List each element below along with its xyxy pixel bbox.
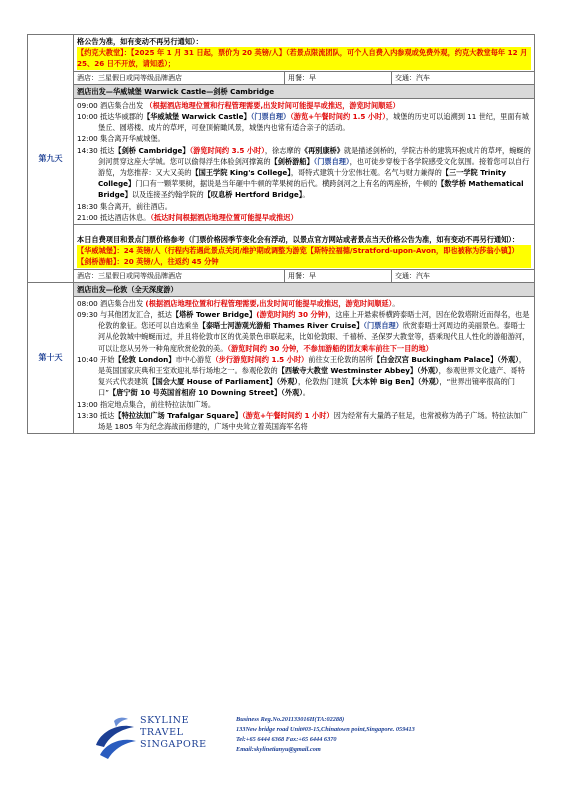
page-footer xyxy=(92,713,512,773)
company-logo xyxy=(92,713,232,765)
schedule-item: 12:00 集合离开华威城堡。 xyxy=(77,134,165,144)
self-pay-title: 本日自费项目和景点门票价格参考（门票价格因季节变化会有浮动，以景点官方网站或者景点当天价格公告为准，如有变动不再另行通知）： xyxy=(77,235,520,245)
meal-info: 用餐：早 xyxy=(285,270,392,282)
route-end: （全天深度游） xyxy=(127,284,178,294)
swirl-logo-icon xyxy=(92,715,138,763)
logo-line-1: SKYLINE xyxy=(140,715,190,726)
itinerary-page xyxy=(27,34,535,434)
price-warwick: 【华威城堡】：24 英镑/人（行程内若遇此景点关闭/维护期或调整为游览【斯特拉福德/Stratford-upon-Avon，即也被称为莎翁小镇】） xyxy=(77,245,531,256)
schedule-item: 21:00 抵达酒店休息。（抵达时间根据酒店地理位置可能提早或推迟） xyxy=(77,212,298,222)
day10-route-title xyxy=(74,282,535,296)
company-address: 133New bridge road Unit#03-15,Chinatown point,Singapore. 059413 xyxy=(236,726,415,733)
schedule-item: 14:30 抵达【剑桥 Cambridge】（游览时间约 3.5 小时），徐志摩的《再别康桥》就是描述剑桥的，学院古朴的建筑环抱成片的草坪，蜿蜒的剑河贯穿这座大学城。您可以偷得浮生体验剑河撑篙的【剑桥游船】（门票自理），也可徒步穿梭于各学院感受文化氛围。接着您可以自行游览，为您推荐：又大又美的【国王学院 King's College】，哥特式建筑十分宏伟壮观。名气与财力兼得的【三一学院 Trinity College】门口有一颗苹果树，据说是当年砸中牛顿的苹果树的后代。横跨剑河之上有名的两座桥，牛顿的【数学桥 Mathematical Bridge】以及连接圣约翰学院的【叹息桥 Hertford Bridge】。 xyxy=(77,145,531,200)
company-email[interactable]: Email:skylinetianyu@gmail.com xyxy=(236,746,321,753)
day9-self-pay xyxy=(74,225,535,270)
day9-route-title xyxy=(74,84,535,98)
route-stop: 华威城堡 Warwick Castle xyxy=(112,86,207,96)
schedule-item: 09:00 酒店集合出发 （根据酒店地理位置和行程管理需要,出发时间可能提早或推迟，游览时间顺延） xyxy=(77,100,400,110)
day9-notice xyxy=(74,35,535,72)
route-end: —剑桥 Cambridge xyxy=(206,86,275,96)
itinerary-table xyxy=(27,34,535,434)
hotel-info: 酒店：三星假日或同等级品牌酒店 xyxy=(74,270,285,282)
day-label-9: 第九天 xyxy=(28,35,74,283)
schedule-item: 08:00 酒店集合出发 (根据酒店地理位置和行程管理需要,出发时间可能提早或推迟，游览时间顺延）。 xyxy=(77,298,400,308)
day-label-10: 第十天 xyxy=(28,282,74,434)
hotel-info: 酒店：三星假日或同等级品牌酒店 xyxy=(74,72,285,84)
company-info xyxy=(236,715,415,755)
logo-line-2: TRAVEL xyxy=(140,727,184,738)
schedule-item: 18:30 集合离开，前往酒店。 xyxy=(77,201,172,211)
route-stop: 伦敦 xyxy=(112,284,128,294)
meal-info: 用餐：早 xyxy=(285,72,392,84)
schedule-item: 10:40 开始【伦敦 London】市中心游览（步行游览时间约 1.5 小时）前往女王伦敦的居所【白金汉宫 Buckingham Palace】（外观），是英国国家庆典和王室欢迎礼举行场地之一。参观伦敦的【西敏寺大教堂 Westminster Abbey】（外观），参观世界文化遗产、哥特复兴式代表建筑【国会大厦 House of Parliament】（外观），伦敦热门建筑【大本钟 Big Ben】（外观），“世界出镜率很高的门口”【唐宁街 10 号英国首相府 10 Downing Street】（外观）。 xyxy=(77,354,527,398)
day9-sub-info-2 xyxy=(74,269,535,282)
company-phone: Tel:+65 6444 6368 Fax:+65 6444 6370 xyxy=(236,736,337,743)
route-start: 酒店出发— xyxy=(77,86,113,96)
notice-tail: 格公告为准，如有变动不再另行通知）： xyxy=(77,37,203,46)
schedule-item: 13:30 抵达【特拉法加广场 Trafalgar Square】（游览+午餐时间约 1 小时）因为经常有大量鸽子驻足，也常被称为鸽子广场。特拉法加广场是 1805 年为纪念海战而修建的，广场中央耸立着英国海军名将 xyxy=(77,410,528,432)
schedule-item: 13:00 指定地点集合，前往特拉法加广场。 xyxy=(77,399,216,409)
york-minster-notice: 【约克大教堂】：【2025 年 1 月 31 日起，票价为 20 英镑/人】（若景点限流团队，可个人自费入内参观或免费外观，约克大教堂每年 12 月 25、26 日不开放，请知悉）； xyxy=(77,47,531,69)
schedule-item: 09:30 与其他团友汇合，抵达【塔桥 Tower Bridge】(游览时间约 30 分钟)，这座上开悬索桥横跨泰晤士河，因在伦敦塔附近而得名，也是伦敦的象征。您还可以自选乘坐【泰晤士河游观光游船 Thames River Cruise】（门票自理）欣赏泰晤士河周边的美丽景色。泰晤士河从伦敦城中蜿蜒而过，并且将伦敦市区的优美景色串联起来，比如伦敦眼、千禧桥、圣保罗大教堂等，搭乘现代且人性化的游船游河，可以让您从另外一种角度欣赏伦敦的美。（游览时间约 30 分钟，不参加游船的团友乘车前往下一目的地） xyxy=(77,310,530,353)
schedule-item: 10:00 抵达华威郡的【华威城堡 Warwick Castle】（门票自理）（游览+午餐时间约 1.5 小时），城堡的历史可以追溯到 11 世纪，里面有城堡丘、圆塔楼、成片的草坪，可登顶俯瞰风景，城堡内也常有适合亲子的活动。 xyxy=(77,112,529,133)
price-punting: 【剑桥游船】：20 英镑/人，往返约 45 分钟 xyxy=(77,256,531,267)
day9-schedule xyxy=(74,98,535,224)
day10-schedule xyxy=(74,296,535,433)
transport-info: 交通：汽车 xyxy=(395,73,430,82)
logo-line-3: SINGAPORE xyxy=(140,739,207,750)
day9-sub-info xyxy=(74,71,535,84)
transport-info: 交通：汽车 xyxy=(395,271,430,280)
route-start: 酒店出发— xyxy=(77,284,113,294)
business-reg: Business Reg.No.201133016H(TA:02288) xyxy=(236,716,345,723)
